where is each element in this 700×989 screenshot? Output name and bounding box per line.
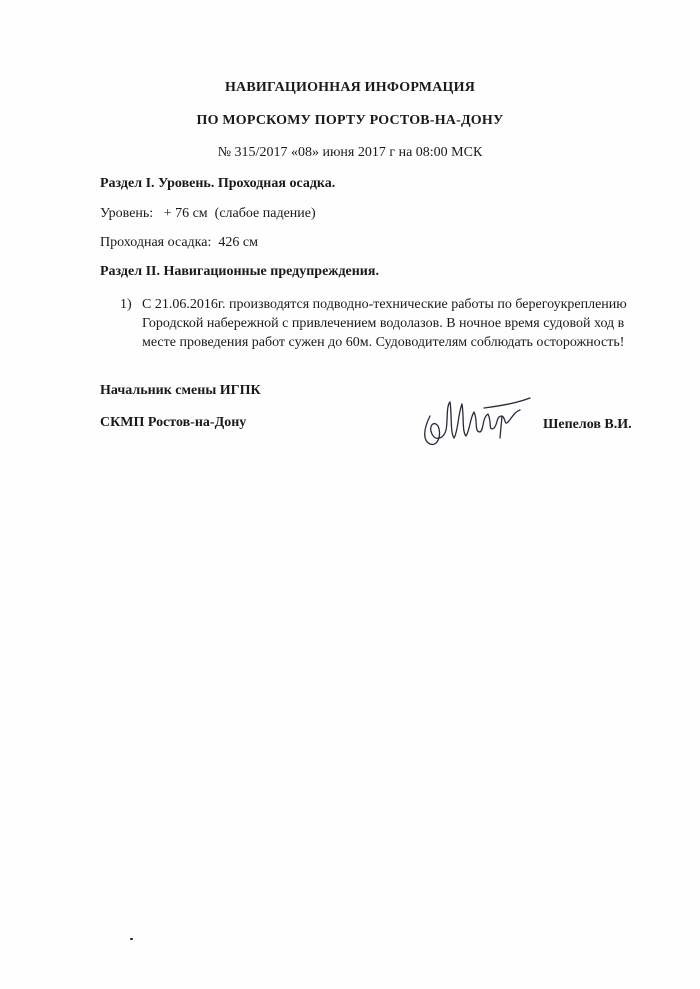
document-subtitle: ПО МОРСКОМУ ПОРТУ РОСТОВ-НА-ДОНУ <box>196 113 504 128</box>
signatory-name: Шепелов В.И. <box>543 417 632 432</box>
section-2-heading: Раздел II. Навигационные предупреждения. <box>100 264 379 279</box>
handwritten-signature <box>418 392 534 454</box>
scan-speck <box>130 938 133 940</box>
issue-number-date: № 315/2017 «08» июня 2017 г на 08:00 МСК <box>217 145 483 160</box>
warning-item-number: 1) <box>120 297 132 312</box>
signatory-role: Начальник смены ИГПК <box>100 383 261 398</box>
draft-line: Проходная осадка: 426 см <box>100 235 258 250</box>
section-1-heading: Раздел I. Уровень. Проходная осадка. <box>100 176 336 191</box>
water-level-line: Уровень: + 76 см (слабое падение) <box>100 206 316 221</box>
warning-item-text: С 21.06.2016г. производятся подводно-технические работы по берегоукреплению Городской набережной с привлечением водолазов. В ночное время судовой ход в месте проведения работ сужен до 60м. Судоводителям соблюдать осторожность! <box>142 297 627 350</box>
signatory-organization: СКМП Ростов-на-Дону <box>100 415 247 430</box>
document-title: НАВИГАЦИОННАЯ ИНФОРМАЦИЯ <box>224 80 476 95</box>
